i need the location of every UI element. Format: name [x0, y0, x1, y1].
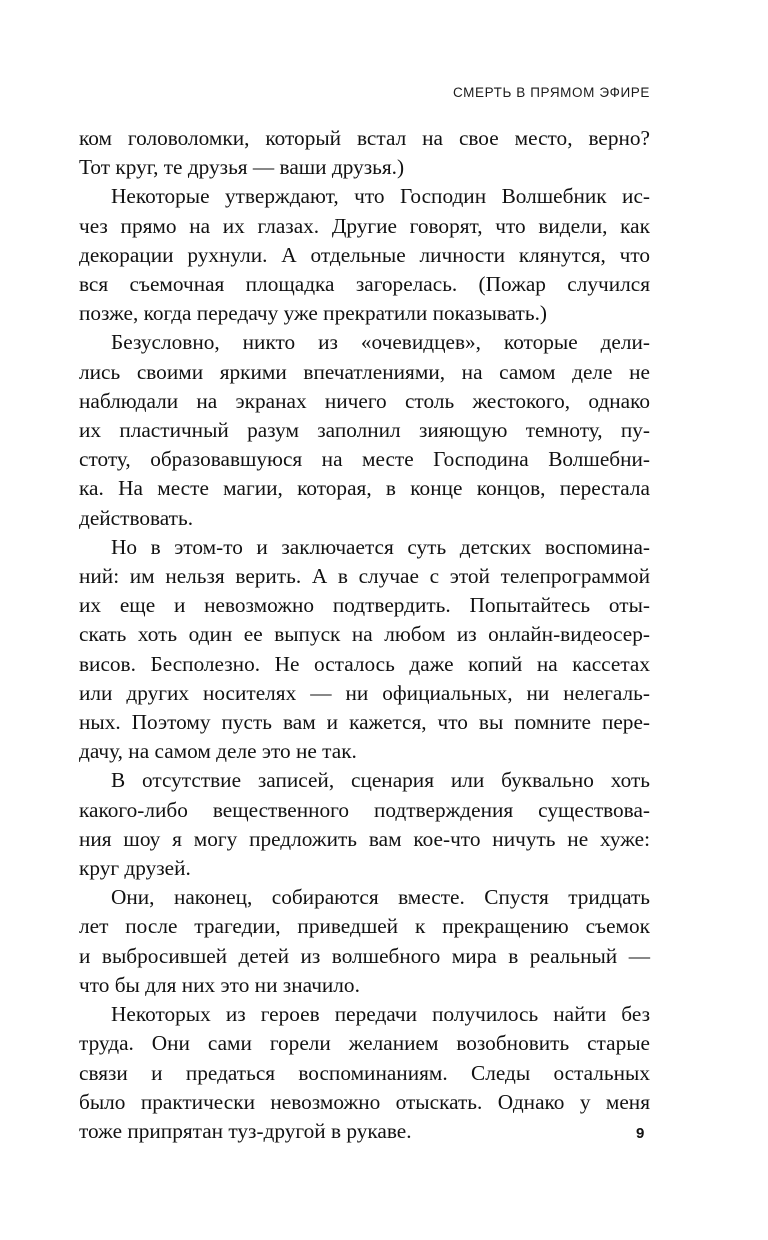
text-line: висов. Бесполезно. Не осталось даже копий на кассетах — [79, 651, 650, 676]
text-line: чез прямо на их глазах. Другие говорят, что видели, как — [79, 213, 650, 238]
text-line: что бы для них это ни значило. — [79, 972, 360, 997]
text-line: какого-либо вещественного подтверждения существова- — [79, 797, 650, 822]
page-number: 9 — [636, 1125, 645, 1142]
text-line: лет после трагедии, приведшей к прекращению съемок — [79, 914, 650, 939]
running-head: СМЕРТЬ В ПРЯМОМ ЭФИРЕ — [452, 85, 650, 100]
text-line: тоже припрятан туз-другой в рукаве. — [79, 1118, 412, 1143]
text-line: вся съемочная площадка загорелась. (Пожар случился — [79, 272, 650, 297]
text-line: труда. Они сами горели желанием возобновить старые — [79, 1031, 650, 1056]
text-line: лись своими яркими впечатлениями, на самом деле не — [79, 359, 650, 384]
text-line: и выбросившей детей из волшебного мира в реальный — — [79, 943, 650, 968]
text-line: Некоторые утверждают, что Господин Волшебник ис- — [111, 184, 650, 209]
text-line: Они, наконец, собираются вместе. Спустя тридцать — [111, 885, 650, 910]
text-line: круг друзей. — [79, 856, 191, 881]
text-line: скать хоть один ее выпуск на любом из онлайн-видеосер- — [79, 622, 650, 647]
text-line: стоту, образовавшуюся на месте Господина Волшебни- — [79, 447, 650, 472]
text-line: Тот круг, те друзья — ваши друзья.) — [79, 155, 405, 180]
text-line: ком головоломки, который встал на свое место, верно? — [79, 126, 650, 150]
body-text — [79, 124, 650, 1146]
text-line: было практически невозможно отыскать. Однако у меня — [79, 1089, 650, 1114]
text-line: дачу, на самом деле это не так. — [79, 739, 357, 764]
text-line: их пластичный разум заполнил зияющую темноту, пу- — [79, 418, 650, 443]
text-line: Некоторых из героев передачи получилось найти без — [111, 1002, 650, 1027]
text-line: ных. Поэтому пусть вам и кажется, что вы помните пере- — [79, 710, 650, 735]
text-line: их еще и невозможно подтвердить. Попытайтесь оты- — [79, 593, 650, 618]
text-line: ний: им нельзя верить. А в случае с этой телепрограммой — [79, 564, 650, 589]
text-line: действовать. — [79, 505, 194, 530]
text-line: позже, когда передачу уже прекратили показывать.) — [79, 301, 547, 326]
text-line: или других носителях — ни официальных, ни нелегаль- — [79, 680, 650, 705]
text-line: ка. На месте магии, которая, в конце концов, перестала — [79, 476, 650, 501]
text-line: Но в этом-то и заключается суть детских воспомина- — [111, 534, 650, 559]
text-line: ния шоу я могу предложить вам кое-что ничуть не хуже: — [79, 826, 650, 851]
text-line: декорации рухнули. А отдельные личности клянутся, что — [79, 242, 650, 267]
text-line: наблюдали на экранах ничего столь жестокого, однако — [79, 388, 650, 413]
text-line: В отсутствие записей, сценария или буквально хоть — [111, 768, 650, 793]
text-line: связи и предаться воспоминаниям. Следы остальных — [79, 1060, 650, 1085]
text-line: Безусловно, никто из «очевидцев», которые дели- — [111, 330, 650, 355]
